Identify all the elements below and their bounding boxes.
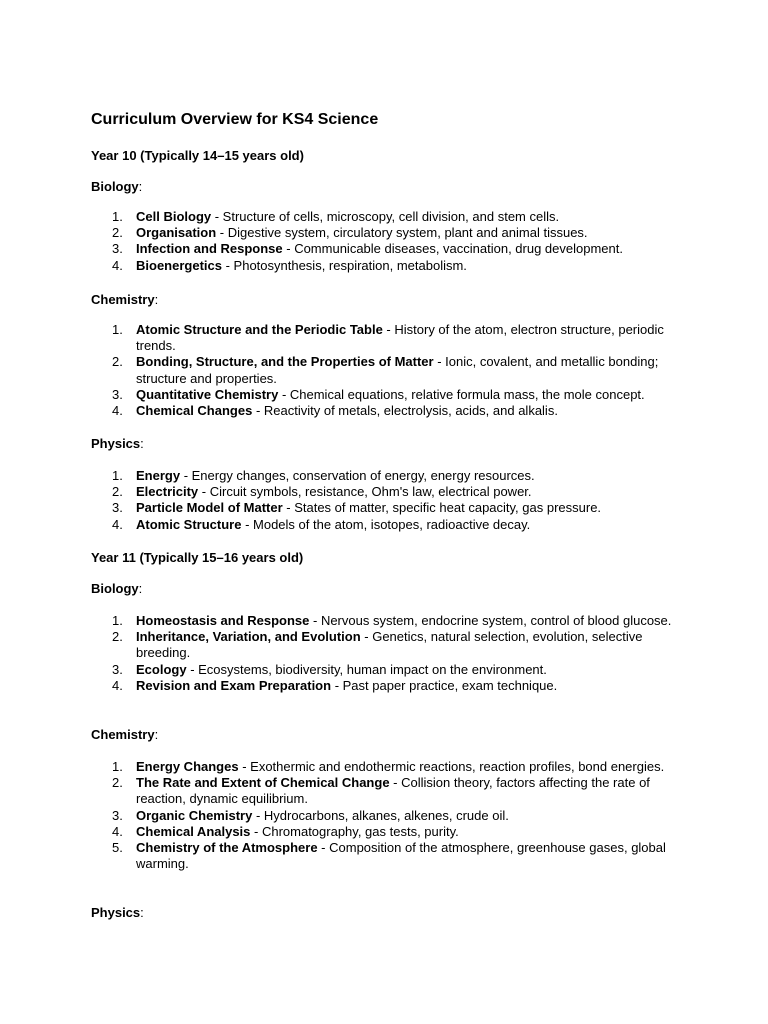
topic-list <box>91 613 691 694</box>
list-item <box>91 468 691 484</box>
topic-description: - Circuit symbols, resistance, Ohm's law, electrical power. <box>198 484 532 500</box>
topic-name: Revision and Exam Preparation <box>136 677 332 693</box>
topic-name: Chemistry of the Atmosphere <box>136 840 318 856</box>
list-number: 5. <box>112 840 123 856</box>
list-item <box>91 613 691 629</box>
topic-name: Infection and Response <box>136 241 283 257</box>
list-number: 1. <box>112 759 123 774</box>
topic-list <box>91 468 691 533</box>
topic-description: - Digestive system, circulatory system, plant and animal tissues. <box>216 225 588 241</box>
subject-heading: Physics: <box>91 436 144 451</box>
page-title: Curriculum Overview for KS4 Science <box>91 111 379 128</box>
subject-name: Biology <box>91 581 139 596</box>
subject-name: Physics <box>91 436 141 451</box>
subject-heading: Physics: <box>91 905 144 920</box>
topic-description: - Past paper practice, exam technique. <box>331 677 558 693</box>
subject-name: Biology <box>91 179 139 194</box>
topic-description: - Photosynthesis, respiration, metabolism. <box>221 257 467 273</box>
year-heading: Year 10 (Typically 14–15 years old) <box>91 148 304 163</box>
subject-heading: Biology: <box>91 581 143 596</box>
topic-description: - Communicable diseases, vaccination, drug development. <box>282 241 623 257</box>
topic-description: - Collision theory, factors affecting the rate of reaction, dynamic equilibrium. <box>136 775 650 807</box>
subject-heading: Chemistry: <box>91 292 159 307</box>
list-item <box>91 517 691 533</box>
topic-name: Organic Chemistry <box>136 807 253 823</box>
list-item <box>91 840 691 872</box>
list-item <box>91 808 691 824</box>
topic-description: - Chromatography, gas tests, purity. <box>250 823 459 839</box>
subject-name: Chemistry <box>91 292 155 307</box>
topic-list <box>91 322 691 419</box>
topic-name: Ecology <box>136 661 187 677</box>
topic-description: - Exothermic and endothermic reactions, reaction profiles, bond energies. <box>238 759 665 774</box>
topic-description: - Ionic, covalent, and metallic bonding; structure and properties. <box>136 354 659 386</box>
topic-name: The Rate and Extent of Chemical Change <box>136 775 390 791</box>
list-item <box>91 824 691 840</box>
year-heading: Year 11 (Typically 15–16 years old) <box>91 550 304 565</box>
list-item <box>91 209 691 225</box>
topic-name: Inheritance, Variation, and Evolution <box>136 629 361 645</box>
list-item <box>91 403 691 419</box>
list-number: 2. <box>112 629 123 645</box>
topic-description: - Hydrocarbons, alkanes, alkenes, crude oil. <box>252 807 509 823</box>
list-item <box>91 500 691 516</box>
list-number: 2. <box>112 354 123 370</box>
subject-name: Physics <box>91 905 141 920</box>
topic-name: Atomic Structure and the Periodic Table <box>136 322 383 337</box>
list-item <box>91 225 691 241</box>
list-item <box>91 629 691 661</box>
topic-list <box>91 209 691 274</box>
topic-name: Homeostasis and Response <box>136 613 310 628</box>
list-number: 3. <box>112 386 123 402</box>
list-number: 1. <box>112 613 123 628</box>
subject-heading: Chemistry: <box>91 727 159 742</box>
topic-description: - Reactivity of metals, electrolysis, acids, and alkalis. <box>252 403 558 419</box>
list-item <box>91 775 691 807</box>
topic-name: Energy <box>136 468 181 483</box>
topic-name: Atomic Structure <box>136 516 242 532</box>
topic-description: - States of matter, specific heat capacity, gas pressure. <box>282 500 602 516</box>
list-number: 2. <box>112 775 123 791</box>
topic-name: Chemical Changes <box>136 403 253 419</box>
list-number: 3. <box>112 500 123 516</box>
list-item <box>91 354 691 386</box>
topic-name: Bonding, Structure, and the Properties of Matter <box>136 354 434 370</box>
topic-description: - Ecosystems, biodiversity, human impact on the environment. <box>186 661 547 677</box>
list-item <box>91 662 691 678</box>
list-number: 4. <box>112 516 123 532</box>
list-number: 1. <box>112 468 123 483</box>
topic-description: - Genetics, natural selection, evolution, selective breeding. <box>136 629 643 661</box>
list-number: 2. <box>112 484 123 500</box>
list-item <box>91 322 691 354</box>
topic-name: Organisation <box>136 225 217 241</box>
list-number: 4. <box>112 257 123 273</box>
list-number: 3. <box>112 661 123 677</box>
list-number: 3. <box>112 807 123 823</box>
topic-description: - Chemical equations, relative formula mass, the mole concept. <box>278 386 645 402</box>
list-item <box>91 387 691 403</box>
topic-name: Bioenergetics <box>136 257 222 273</box>
subject-name: Chemistry <box>91 727 155 742</box>
topic-description: - Structure of cells, microscopy, cell division, and stem cells. <box>211 209 560 224</box>
topic-name: Particle Model of Matter <box>136 500 283 516</box>
list-number: 3. <box>112 241 123 257</box>
list-item <box>91 241 691 257</box>
list-number: 4. <box>112 823 123 839</box>
list-item <box>91 759 691 775</box>
list-number: 1. <box>112 322 123 337</box>
list-item <box>91 258 691 274</box>
topic-description: - Composition of the atmosphere, greenhouse gases, global warming. <box>136 840 666 872</box>
list-number: 4. <box>112 677 123 693</box>
topic-name: Quantitative Chemistry <box>136 386 279 402</box>
list-number: 4. <box>112 403 123 419</box>
list-number: 1. <box>112 209 123 224</box>
topic-name: Electricity <box>136 484 199 500</box>
topic-description: - History of the atom, electron structure, periodic trends. <box>136 322 664 354</box>
list-item <box>91 678 691 694</box>
topic-name: Chemical Analysis <box>136 823 251 839</box>
list-item <box>91 484 691 500</box>
list-number: 2. <box>112 225 123 241</box>
topic-description: - Energy changes, conservation of energy, energy resources. <box>180 468 535 483</box>
topic-name: Cell Biology <box>136 209 212 224</box>
topic-name: Energy Changes <box>136 759 239 774</box>
topic-description: - Models of the atom, isotopes, radioactive decay. <box>241 516 531 532</box>
topic-list <box>91 759 691 872</box>
subject-heading: Biology: <box>91 179 143 194</box>
topic-description: - Nervous system, endocrine system, control of blood glucose. <box>309 613 672 628</box>
